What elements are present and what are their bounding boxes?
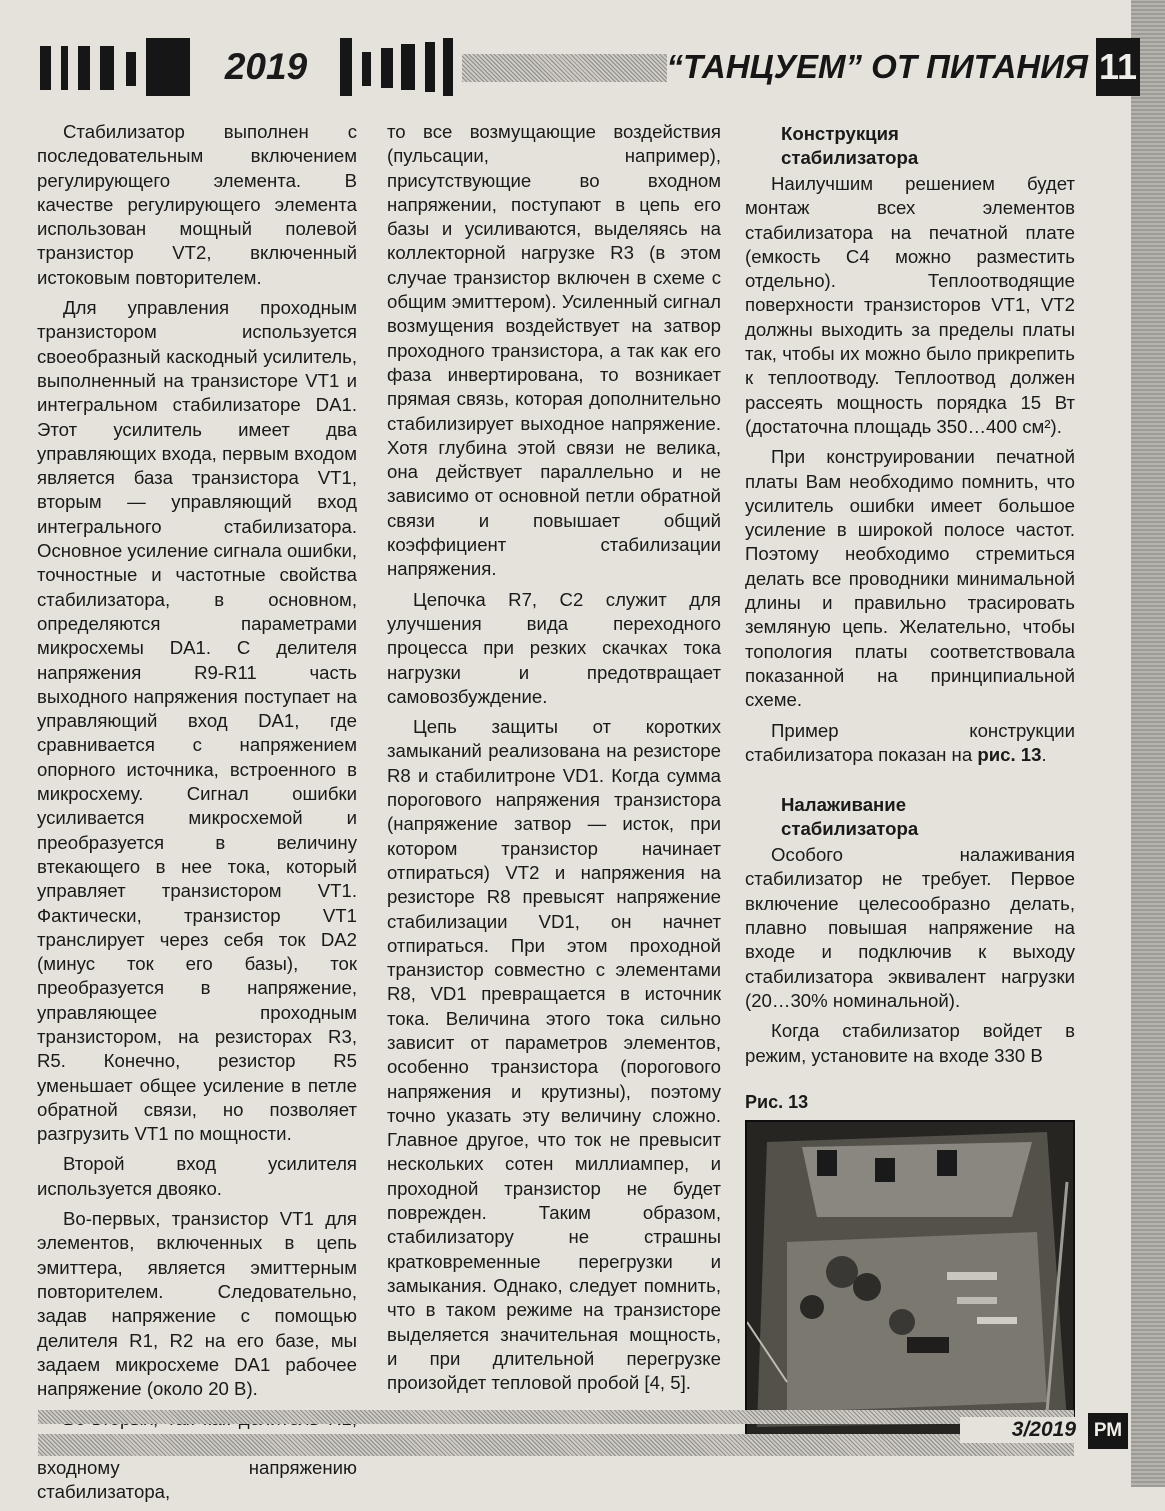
header-bar	[401, 44, 415, 90]
section-heading-tuning	[781, 793, 1075, 841]
header-bar	[40, 46, 51, 90]
heading-line: Конструкция	[781, 123, 899, 144]
heading-line: стабилизатора	[781, 818, 919, 840]
figure-caption: Рис. 13	[745, 1091, 809, 1112]
paragraph: Когда стабилизатор войдет в режим, установите на входе 330 В	[745, 1020, 1075, 1066]
paragraph-text: .	[1041, 743, 1047, 765]
header-bar	[425, 42, 435, 92]
section-heading-construction	[781, 122, 1075, 170]
page-number: 11	[1096, 38, 1140, 96]
column-1	[37, 120, 357, 1511]
issue-number: 3/2019	[960, 1417, 1080, 1443]
header-bar	[61, 46, 68, 90]
figure-reference: рис. 13	[977, 743, 1042, 765]
issue-year: 2019	[224, 46, 308, 87]
paragraph: При конструировании печатной платы Вам необходимо помнить, что усилитель ошибки имеет большое усиление в широкой полосе частот. Поэтому необходимо стремиться делать все проводники минимальной длины и правильно трасировать земляную цепь. Желательно, чтобы топология платы соответствовала показанной на принципиальной схеме.	[745, 446, 1075, 711]
paragraph: входному напряжению стабилизатора,	[37, 1457, 357, 1503]
column-3	[745, 122, 1075, 1437]
paragraph: то все возмущающие воздействия (пульсации, например), присутствующие во входном напряжении, поступают в цепь его базы и усиливаются, выделяясь на коллекторной нагрузке R3 (в этом случае транзистор включен в схеме с общим эмиттером). Усиленный сигнал возмущения воздействует на затвор проходного транзистора, а так как его фаза инвертирована, то возникает прямая связь, которая дополнительно стабилизирует выходное напряжение. Хотя глубина этой связи не велика, она действует параллельно и не зависимо от основной петли обратной связи и повышает общий коэффициент стабилизации напряжения.	[387, 121, 721, 580]
paragraph: Второй вход усилителя используется двояко.	[37, 1153, 357, 1199]
header-bar	[381, 48, 393, 88]
paragraph: Стабилизатор выполнен с последовательным включением регулирующего элемента. В качестве регулирующего элемента использован мощный полевой транзистор VT2, включенный истоковым повторителем.	[37, 121, 357, 288]
footer-halftone	[38, 1410, 1074, 1424]
footer-halftone	[38, 1434, 1074, 1456]
paragraph: Наилучшим решением будет монтаж всех элементов стабилизатора на печатной плате (емкость C4 можно разместить отдельно). Теплоотводящие поверхности транзисторов VT1, VT2 должны выходить за пределы платы так, чтобы их можно было прикрепить к теплоотводу. Теплоотвод должен рассеять мощность порядка 15 Вт (достаточна площадь 350…400 см²).	[745, 173, 1075, 437]
paragraph: Во-первых, транзистор VT1 для элементов, включенных в цепь эмиттера, является эмиттерным повторителем. Следовательно, задав напряжение с помощью делителя R1, R2 на его базе, мы задаем микросхеме DA1 рабочее напряжение (около 20 В).	[37, 1208, 357, 1400]
header-bar	[100, 46, 114, 90]
page-header	[40, 38, 1138, 96]
page-edge-strip	[1131, 0, 1165, 1487]
header-bar	[362, 52, 371, 86]
paragraph-text: Пример конструкции стабилизатора показан на	[745, 719, 1075, 765]
header-bar	[340, 38, 352, 96]
header-bar	[126, 52, 136, 86]
paragraph: Особого налаживания стабилизатор не требует. Первое включение целесообразно делать, плавно повышая напряжение на входе и подключив к выходу стабилизатора эквивалент нагрузки (20…30% номинальной).	[745, 844, 1075, 1011]
header-halftone	[462, 54, 667, 82]
paragraph: Цепь защиты от коротких замыканий реализована на резисторе R8 и стабилитроне VD1. Когда сумма порогового напряжения транзистора (напряжение затвор — исток, при котором транзистор начинает отпираться) VT2 и напряжения на резисторе R8 превысят напряжение стабилизации VD1, он начнет отпираться. При этом проходной транзистор совместно с элементами R8, VD1 превращается в источник тока. Величина этого тока сильно зависит от параметров элементов, особенно транзистора (порогового напряжения и крутизны), поэтому точно указать эту величину сложно. Главное другое, что ток не превысит нескольких сотен миллиампер, и проходной транзистор не будет поврежден. Таким образом, стабилизатору не страшны кратковременные перегрузки и замыкания. Однако, следует помнить, что в таком режиме на транзисторе выделяется значительная мощность, и при длительной перегрузке произойдет тепловой пробой [4, 5].	[387, 716, 721, 1394]
magazine-logo: РМ	[1088, 1413, 1128, 1449]
photo-illustration	[747, 1122, 1073, 1435]
heading-line: стабилизатора	[781, 147, 919, 168]
circuit-board-photo	[745, 1120, 1075, 1437]
header-bar	[443, 38, 453, 96]
column-2	[387, 120, 721, 1401]
paragraph: Цепочка R7, C2 служит для улучшения вида переходного процесса при резких скачках тока нагрузки и предотвращает самовозбуждение.	[387, 588, 721, 707]
section-title: “ТАНЦУЕМ” ОТ ПИТАНИЯ	[666, 48, 1088, 85]
paragraph: Для управления проходным транзистором используется своеобразный каскодный усилитель, выполненный на транзисторе VT1 и интегральном стабилизаторе DA1. Этот усилитель имеет два управляющих входа, первым входом является база транзистора VT1, вторым — управляющий вход интегрального стабилизатора. Основное усиление сигнала ошибки, точностные и частотные свойства стабилизатора, в основном, определяются параметрами микросхемы DA1. С делителя напряжения R9-R11 часть выходного напряжения поступает на управляющий вход DA1, где сравнивается с напряжением опорного источника, встроенного в микросхему. Сигнал ошибки усиливается микросхемой и преобразуется в величину втекающего в нее тока, который управляет транзистором VT1. Фактически, транзистор VT1 транслирует через себя ток DA2 (минус ток его базы), ток преобразуется в напряжение, управляющее проходным транзистором, на резисторах R3, R5. Конечно, резистор R5 уменьшает общее усиление в петле обратной связи, но позволяет разгрузить VT1 по мощности.	[37, 297, 357, 1145]
header-bar	[146, 38, 190, 96]
heading-line: Налаживание	[781, 794, 907, 816]
paragraph	[745, 719, 1075, 768]
header-bar	[78, 46, 90, 90]
